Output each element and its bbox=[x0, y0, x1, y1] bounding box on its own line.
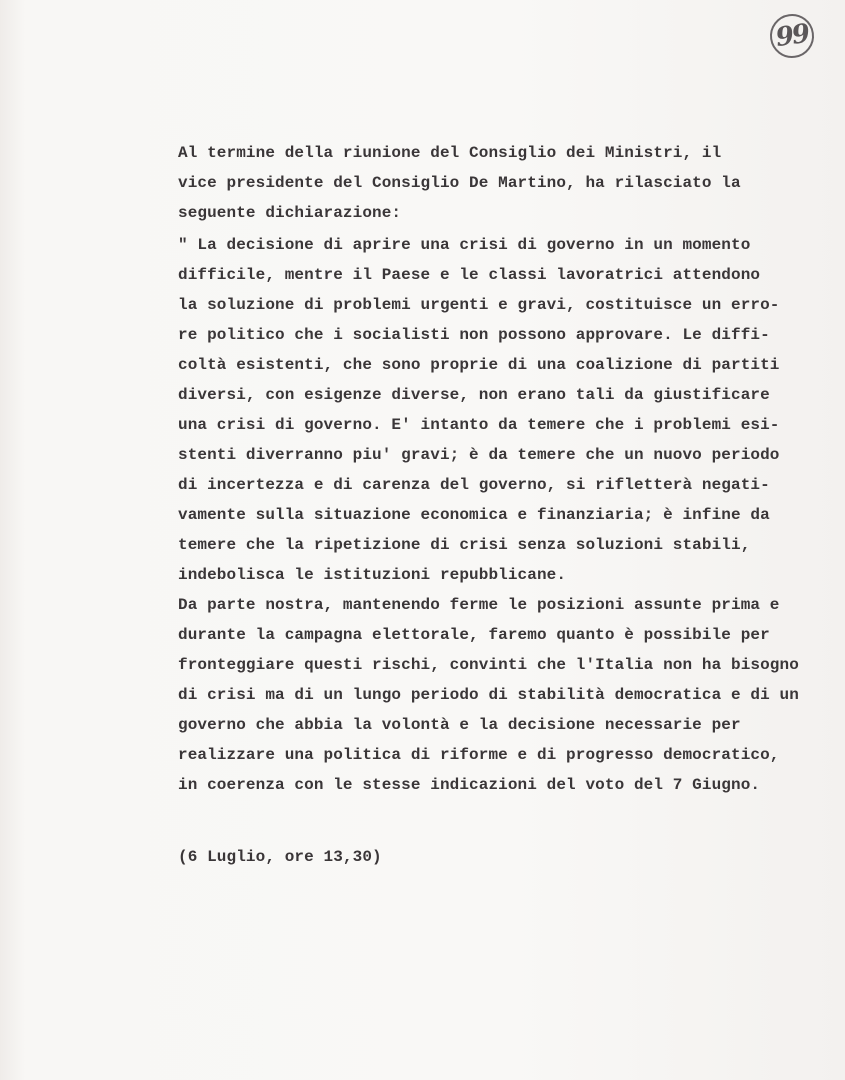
statement-line: in coerenza con le stesse indicazioni del voto del 7 Giugno. bbox=[178, 776, 761, 794]
statement-line: Da parte nostra, mantenendo ferme le posizioni assunte prima e bbox=[178, 596, 780, 614]
statement-line: diversi, con esigenze diverse, non erano tali da giustificare bbox=[178, 386, 770, 404]
statement-line: di crisi ma di un lungo periodo di stabilità democratica e di un bbox=[178, 686, 799, 704]
statement-line: una crisi di governo. E' intanto da temere che i problemi esi- bbox=[178, 416, 780, 434]
statement-line: durante la campagna elettorale, faremo quanto è possibile per bbox=[178, 626, 770, 644]
statement-line: realizzare una politica di riforme e di progresso democratico, bbox=[178, 746, 780, 764]
statement-line: " La decisione di aprire una crisi di governo in un momento bbox=[178, 236, 751, 254]
statement-line: difficile, mentre il Paese e le classi lavoratrici attendono bbox=[178, 266, 761, 284]
statement-line: coltà esistenti, che sono proprie di una coalizione di partiti bbox=[178, 356, 780, 374]
intro-line: vice presidente del Consiglio De Martino, ha rilasciato la bbox=[178, 174, 741, 192]
statement-line: fronteggiare questi rischi, convinti che l'Italia non ha bisogno bbox=[178, 656, 799, 674]
statement-line: vamente sulla situazione economica e finanziaria; è infine da bbox=[178, 506, 770, 524]
intro-line: seguente dichiarazione: bbox=[178, 204, 402, 222]
intro-paragraph bbox=[178, 138, 818, 228]
statement-line: re politico che i socialisti non possono approvare. Le diffi- bbox=[178, 326, 770, 344]
statement-line: indebolisca le istituzioni repubblicane. bbox=[178, 566, 567, 584]
statement-line: temere che la ripetizione di crisi senza soluzioni stabili, bbox=[178, 536, 751, 554]
archive-page-number-stamp: 99 bbox=[767, 11, 817, 61]
statement-line: la soluzione di problemi urgenti e gravi, costituisce un erro- bbox=[178, 296, 780, 314]
statement-quote bbox=[178, 230, 818, 800]
date-note-text: (6 Luglio, ore 13,30) bbox=[178, 848, 382, 866]
intro-line: Al termine della riunione del Consiglio dei Ministri, il bbox=[178, 144, 722, 162]
statement-line: di incertezza e di carenza del governo, si rifletterà negati- bbox=[178, 476, 770, 494]
date-note bbox=[178, 842, 818, 872]
statement-line: governo che abbia la volontà e la decisione necessarie per bbox=[178, 716, 741, 734]
statement-line: stenti diverranno piu' gravi; è da temere che un nuovo periodo bbox=[178, 446, 780, 464]
